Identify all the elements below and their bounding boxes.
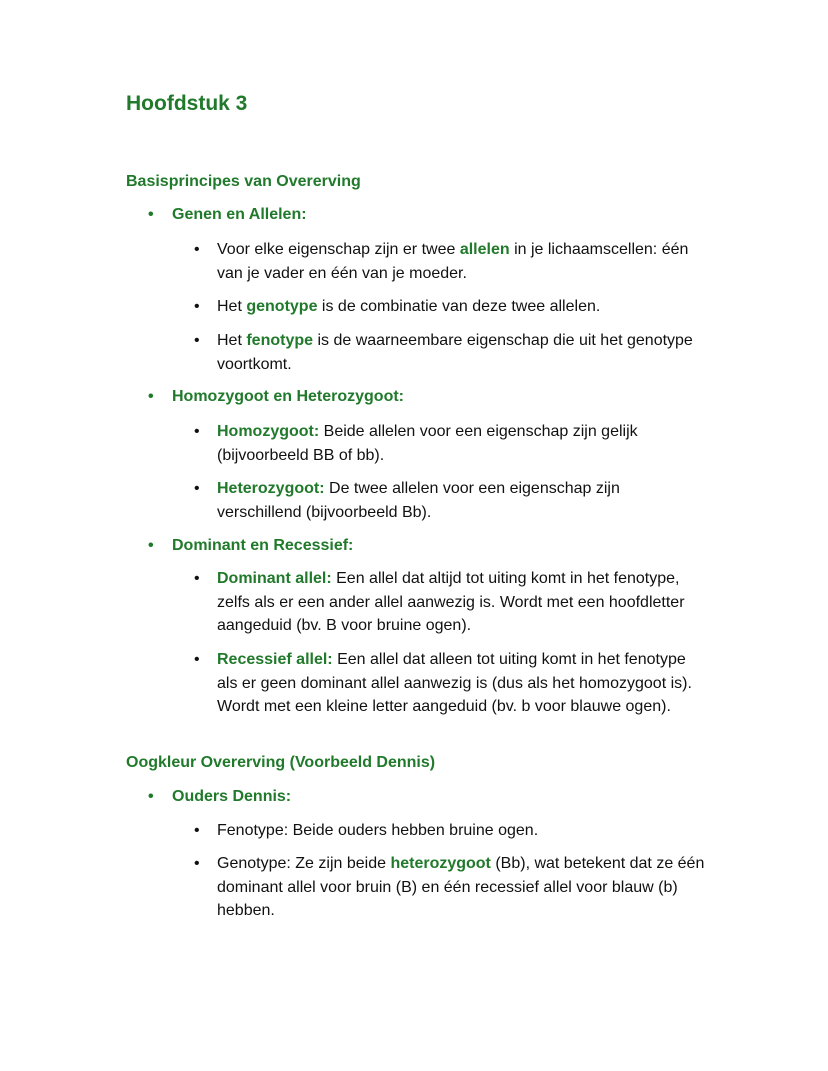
term-recessief-allel: Recessief allel: <box>217 651 333 668</box>
bullet-icon: • <box>194 855 200 872</box>
bullet-icon: • <box>194 570 200 587</box>
bullet-icon: • <box>194 298 200 315</box>
section-heading-oogkleur: Oogkleur Overerving (Voorbeeld Dennis) <box>126 754 436 771</box>
list-item-text: Dominant allel: Een allel dat altijd tot uiting komt in het fenotype, zelfs als er een ander allel aanwezig is. Wordt met een hoofdletter aangeduid (bv. B voor bruine ogen). <box>217 570 685 634</box>
term-fenotype: fenotype <box>246 332 314 349</box>
bullet-icon: • <box>194 332 200 349</box>
list-item-text: Recessief allel: Een allel dat alleen tot uiting komt in het fenotype als er geen dominant allel aanwezig is (dus als het homozygoot is). Wordt met een kleine letter aangeduid (bv. b voor blauwe ogen). <box>217 651 692 715</box>
bullet-icon: • <box>194 241 200 258</box>
bullet-label: Genen en Allelen: <box>172 206 307 223</box>
term-dominant-allel: Dominant allel: <box>217 570 332 587</box>
bullet-icon: • <box>194 822 200 839</box>
list-item-text: Heterozygoot: De twee allelen voor een eigenschap zijn verschillend (bijvoorbeeld Bb). <box>217 480 620 521</box>
list-item-text: Het fenotype is de waarneembare eigenschap die uit het genotype voortkomt. <box>217 332 693 373</box>
term-homozygoot: Homozygoot: <box>217 423 320 440</box>
section-heading-basisprincipes: Basisprincipes van Overerving <box>126 173 361 190</box>
bullet-label: Dominant en Recessief: <box>172 537 354 554</box>
term-heterozygoot-ouders: heterozygoot <box>390 855 491 872</box>
term-allelen: allelen <box>459 241 510 258</box>
list-item-text: Het genotype is de combinatie van deze twee allelen. <box>217 298 601 315</box>
bullet-label: Ouders Dennis: <box>172 788 292 805</box>
bullet-icon: • <box>148 388 154 405</box>
term-heterozygoot: Heterozygoot: <box>217 480 325 497</box>
bullet-icon: • <box>194 480 200 497</box>
list-item-text: Voor elke eigenschap zijn er twee allelen in je lichaamscellen: één van je vader en één van je moeder. <box>217 241 689 282</box>
bullet-icon: • <box>148 206 154 223</box>
bullet-label: Homozygoot en Heterozygoot: <box>172 388 404 405</box>
bullet-icon: • <box>148 788 154 805</box>
bullet-icon: • <box>194 651 200 668</box>
bullet-icon: • <box>148 537 154 554</box>
bullet-icon: • <box>194 423 200 440</box>
term-genotype: genotype <box>246 298 318 315</box>
list-item-text: Homozygoot: Beide allelen voor een eigenschap zijn gelijk (bijvoorbeeld BB of bb). <box>217 423 638 464</box>
list-item-text: Fenotype: Beide ouders hebben bruine ogen. <box>217 822 539 839</box>
list-item-text: Genotype: Ze zijn beide heterozygoot (Bb), wat betekent dat ze één dominant allel voor bruin (B) en één recessief allel voor blauw (b) hebben. <box>217 855 705 919</box>
chapter-title: Hoofdstuk 3 <box>126 92 248 115</box>
